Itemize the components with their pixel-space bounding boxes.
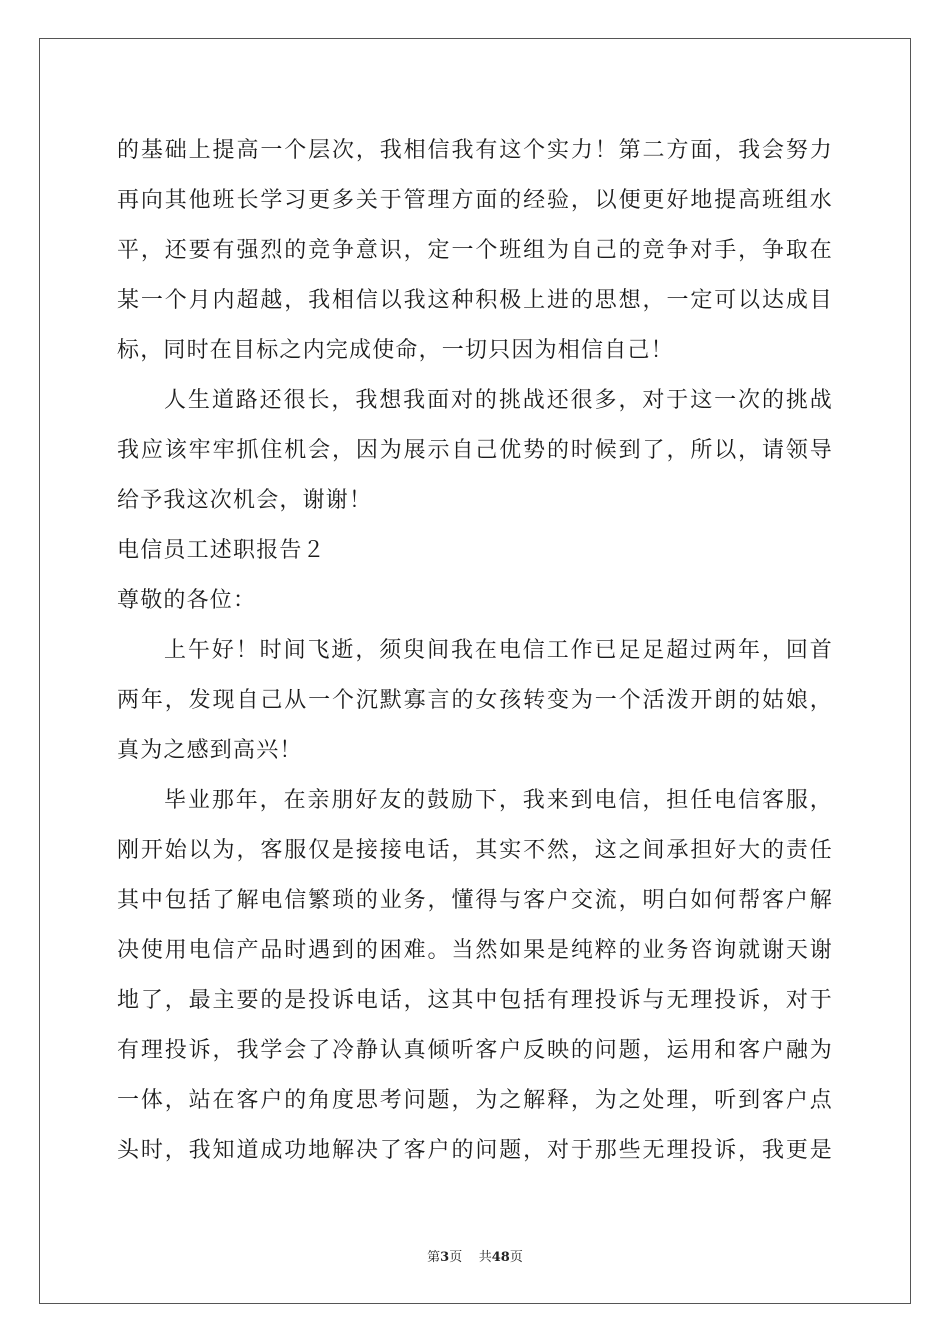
text-line: 刚开始以为，客服仅是接接电话，其实不然，这之间承担好大的责任 <box>117 838 833 863</box>
paragraph-first-line: 上午好！时间飞逝，须臾间我在电信工作已足足超过两年，回首 <box>164 638 833 663</box>
paragraph-first-line: 人生道路还很长，我想我面对的挑战还很多，对于这一次的挑战 <box>164 388 833 413</box>
current-page-number: 3 <box>440 1250 450 1265</box>
text-line: 的基础上提高一个层次，我相信我有这个实力！第二方面，我会努力 <box>117 138 833 163</box>
text-line: 其中包括了解电信繁琐的业务，懂得与客户交流，明白如何帮客户解 <box>117 888 833 913</box>
page-suffix: 页 <box>449 1250 463 1265</box>
text-line: 头时，我知道成功地解决了客户的问题，对于那些无理投诉，我更是 <box>117 1138 833 1163</box>
text-line: 我应该牢牢抓住机会，因为展示自己优势的时候到了，所以，请领导 <box>117 438 833 463</box>
text-line: 决使用电信产品时遇到的困难。当然如果是纯粹的业务咨询就谢天谢 <box>117 938 833 963</box>
page-prefix: 第 <box>427 1250 441 1265</box>
page-footer <box>0 1246 950 1265</box>
total-page-count: 48 <box>491 1250 510 1265</box>
text-line: 有理投诉，我学会了冷静认真倾听客户反映的问题，运用和客户融为 <box>117 1038 833 1063</box>
text-line: 标，同时在目标之内完成使命，一切只因为相信自己！ <box>117 338 674 363</box>
text-line: 给予我这次机会，谢谢！ <box>117 488 373 513</box>
total-suffix: 页 <box>509 1250 523 1265</box>
salutation: 尊敬的各位： <box>117 588 257 613</box>
text-line: 两年，发现自己从一个沉默寡言的女孩转变为一个活泼开朗的姑娘， <box>117 688 833 713</box>
text-line: 再向其他班长学习更多关于管理方面的经验，以便更好地提高班组水 <box>117 188 833 213</box>
text-line: 某一个月内超越，我相信以我这种积极上进的思想，一定可以达成目 <box>117 288 833 313</box>
text-line: 地了，最主要的是投诉电话，这其中包括有理投诉与无理投诉，对于 <box>117 988 833 1013</box>
text-line: 一体，站在客户的角度思考问题，为之解释，为之处理，听到客户点 <box>117 1088 833 1113</box>
text-line: 真为之感到高兴！ <box>117 738 303 763</box>
text-line: 平，还要有强烈的竞争意识，定一个班组为自己的竞争对手，争取在 <box>117 238 833 263</box>
section-heading: 电信员工述职报告２ <box>117 538 326 563</box>
total-prefix: 共 <box>478 1250 492 1265</box>
paragraph-first-line: 毕业那年，在亲朋好友的鼓励下，我来到电信，担任电信客服， <box>164 788 833 813</box>
